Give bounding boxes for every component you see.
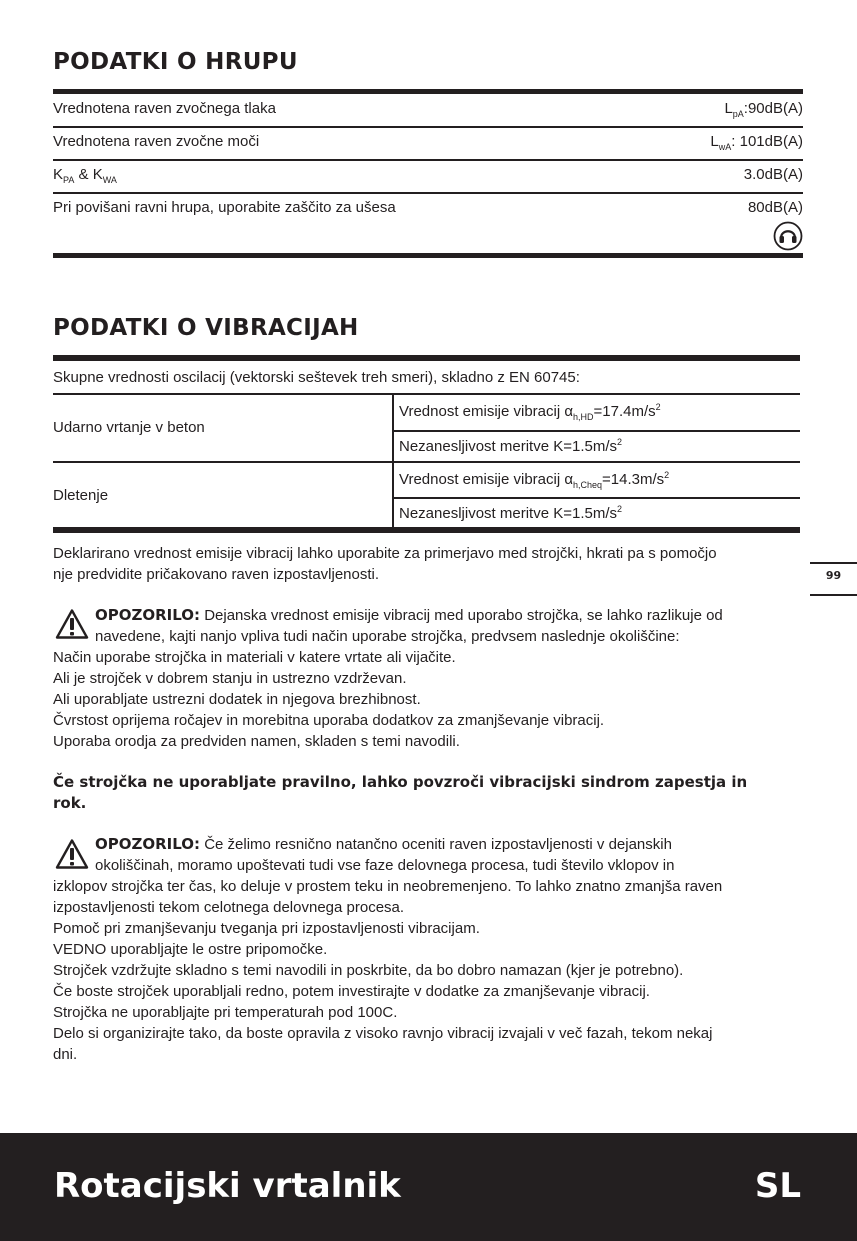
noise-section-title: PODATKI O HRUPU	[53, 49, 298, 75]
page-number: 99	[825, 569, 842, 582]
vibration-row-divider	[393, 497, 800, 499]
vibration-mode-1-uncertainty: Nezanesljivost meritve $K=1.5m/s^2$	[399, 437, 623, 455]
vibration-mode-2-uncertainty: Nezanesljivost meritve $K=1.5m/s^2$	[399, 504, 623, 522]
warning-2-first-line: OPOZORILO: Če želimo resnično natančno oceniti raven izpostavljenosti v dejanskih	[95, 835, 672, 853]
vibration-table-top-rule	[53, 355, 800, 361]
warning-2-list: izklopov strojčka ter čas, ko deluje v prostem teku in neobremenjeno. To lahko znatno zmanjša raven izpostavljenosti tekom celotnega delovnega procesa. Pomoč pri zmanjševanju tveganja pri izpostavljenosti vibracijam. VEDNO uporabljajte le ostre pripomočke. Strojček vzdržujte skladno s temi navodili in poskrbite, da bo dobro namazan (kjer je potrebno). Če boste strojček uporabljali redno, potem investirajte v dodatke za zmanjševanje vibracij. Strojčka ne uporabljajte pri temperaturah pod 100C. Delo si organizirajte tako, da boste opravila z visoko ravnjo vibracij izvajali v več fazah, tekom nekaj dni.	[53, 878, 723, 1063]
noise-row-4-label: Pri povišani ravni hrupa, uporabite zaščito za ušesa	[53, 199, 396, 216]
noise-table-bottom-rule	[53, 253, 803, 258]
vibration-syndrome-notice: Če strojčka ne uporabljate pravilno, lahko povzroči vibracijski sindrom zapestja in rok.	[53, 773, 748, 812]
noise-row-2-value: $L_{wA}$: 101dB(A)	[710, 133, 803, 152]
noise-row-3-label: $K_{PA}$ & $K_{WA}$	[53, 166, 117, 185]
noise-row-divider	[53, 159, 803, 161]
vibration-mode-1-name: Udarno vrtanje v beton	[53, 419, 205, 436]
warning-1-list: Način uporabe strojčka in materiali v katere vrtate ali vijačite. Ali je strojček v dobrem stanju in ustrezno vzdrževan. Ali uporabljate ustrezni dodatek in njegova brezhibnost. Čvrstost oprijema ročajev in morebitna uporaba dodatkov za zmanjševanje vibracij. Uporaba orodja za predviden namen, skladen s temi navodili.	[53, 649, 605, 750]
warning-1-line: navedene, kajti nanjo vpliva tudi način uporabe strojčka, predvsem naslednje okoliščine:	[95, 628, 680, 645]
ear-protection-icon	[773, 221, 803, 251]
language-code: SL	[754, 1166, 801, 1206]
declared-paragraph: Deklarirano vrednost emisije vibracij lahko uporabite za primerjavo med strojčki, hkrati pa s pomočjo nje predvidite pričakovano raven izpostavljenosti.	[53, 545, 717, 583]
vibration-mode-1-emission: Vrednost emisije vibracij $\alpha_{h,HD}=17.4m/s^2$	[399, 402, 661, 422]
vibration-row-divider	[53, 393, 800, 395]
noise-row-1-label: Vrednotena raven zvočnega tlaka	[53, 100, 276, 117]
vibration-table-bottom-rule	[53, 527, 800, 533]
vibration-row-divider	[53, 461, 800, 463]
warning-icon	[55, 608, 89, 640]
noise-row-2-label: Vrednotena raven zvočne moči	[53, 133, 260, 150]
noise-row-4-value: 80dB(A)	[747, 199, 803, 216]
warning-2-line: okoliščinah, moramo upoštevati tudi vse faze delovnega procesa, tudi število vklopov in	[95, 857, 675, 874]
warning-1-first-line: OPOZORILO: Dejanska vrednost emisije vibracij med uporabo strojčka, se lahko razlikuje od	[95, 606, 723, 624]
page-tab-rule-top	[810, 562, 857, 564]
noise-row-1-value: $L_{pA}:90dB(A)$	[724, 100, 803, 119]
vibration-section-title: PODATKI O VIBRACIJAH	[53, 315, 359, 341]
noise-row-3-value: 3.0dB(A)	[743, 166, 803, 183]
page-tab-rule-bottom	[810, 594, 857, 596]
vibration-mode-2-emission: Vrednost emisije vibracij $\alpha_{h,Cheq}=14.3m/s^2$	[399, 470, 670, 490]
noise-row-divider	[53, 192, 803, 194]
vibration-intro: Skupne vrednosti oscilacij (vektorski seštevek treh smeri), skladno z EN 60745:	[53, 369, 580, 386]
vibration-row-divider	[393, 430, 800, 432]
vibration-mode-2-name: Dletenje	[53, 487, 109, 504]
warning-icon	[55, 838, 89, 870]
noise-table-top-rule	[53, 89, 803, 94]
product-title: Rotacijski vrtalnik	[54, 1166, 401, 1206]
noise-row-divider	[53, 126, 803, 128]
